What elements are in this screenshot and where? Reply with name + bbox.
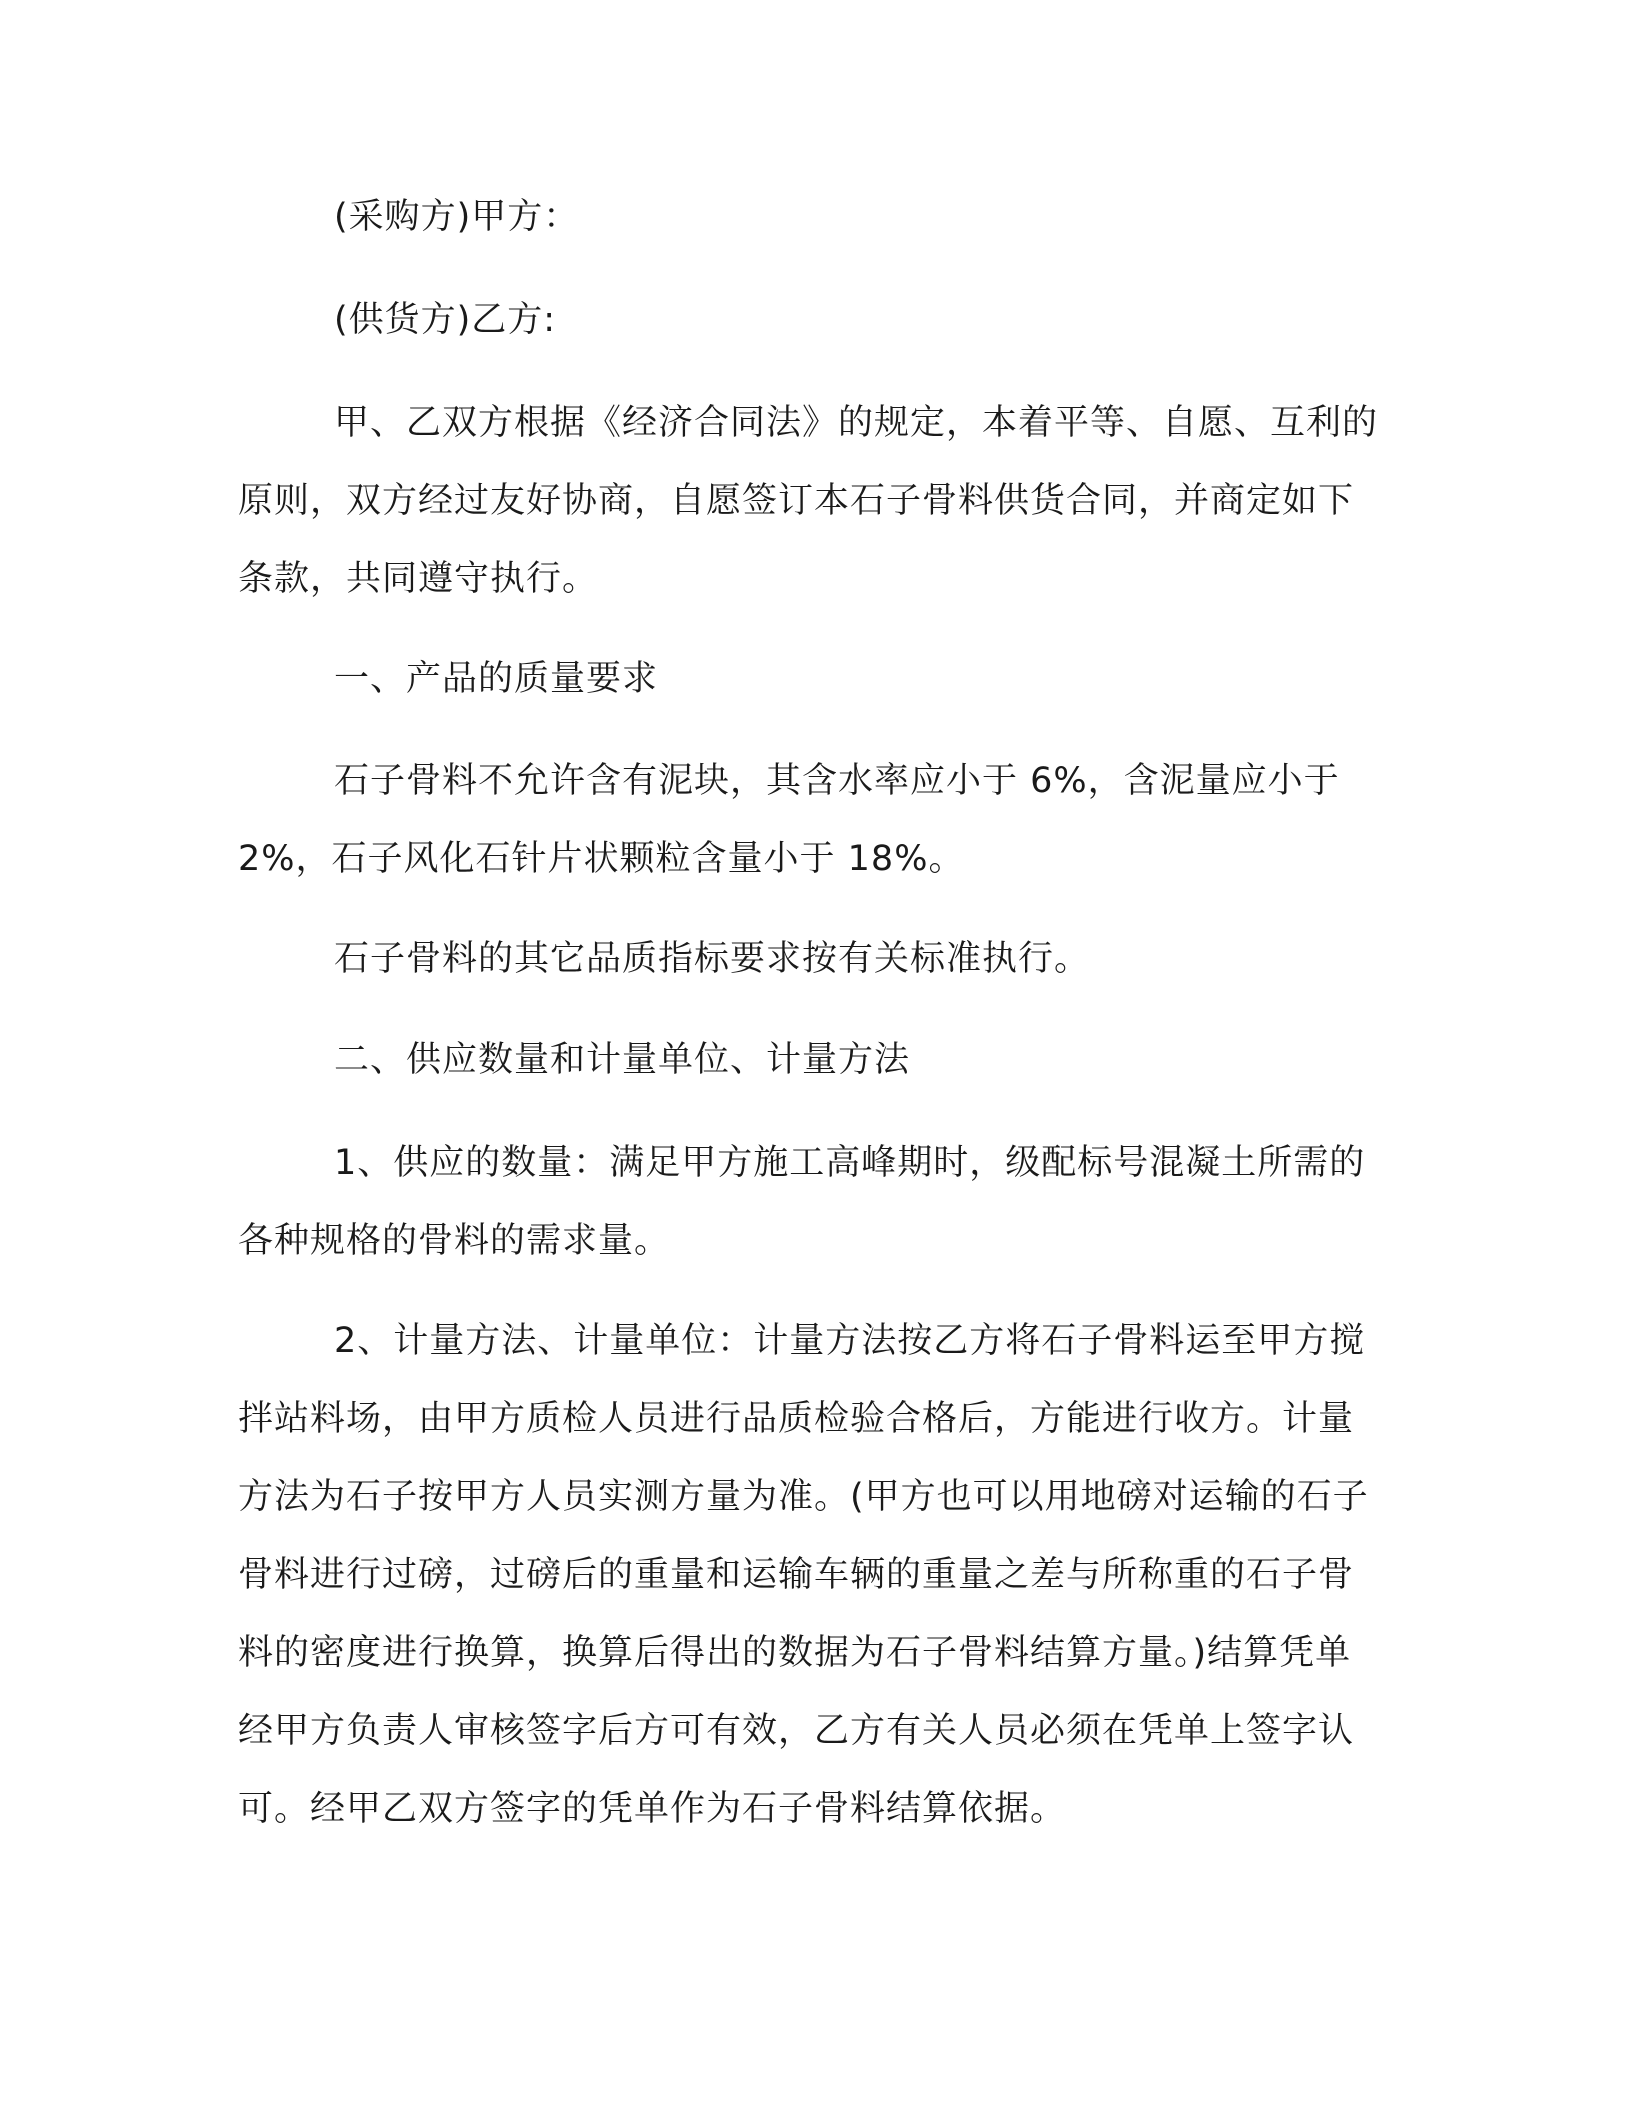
section-2-item-2: 2、计量方法、计量单位：计量方法按乙方将石子骨料运至甲方搅拌站料场，由甲方质检人员进行品质检验合格后，方能进行收方。计量方法为石子按甲方人员实测方量为准。(甲方也可以用地磅对运输的石子骨料进行过磅，过磅后的重量和运输车辆的重量之差与所称重的石子骨料的密度进行换算，换算后得出的数据为石子骨料结算方量。)结算凭单经甲方负责人审核签字后方可有效，乙方有关人员必须在凭单上签字认可。经甲乙双方签字的凭单作为石子骨料结算依据。 [238, 1321, 1369, 1829]
section-1-paragraph-1: 石子骨料不允许含有泥块，其含水率应小于 6%，含泥量应小于 2%，石子风化石针片状颗粒含量小于 18%。 [238, 761, 1340, 879]
party-a-line: (采购方)甲方： [334, 197, 580, 237]
section-1-heading: 一、产品的质量要求 [334, 659, 659, 699]
section-2-heading: 二、供应数量和计量单位、计量方法 [334, 1040, 911, 1080]
section-2-item-1: 1、供应的数量：满足甲方施工高峰期时，级配标号混凝土所需的各种规格的骨料的需求量。 [238, 1143, 1366, 1261]
section-1-paragraph-2: 石子骨料的其它品质指标要求按有关标准执行。 [334, 939, 1091, 979]
party-b-line: (供货方)乙方: [334, 300, 557, 340]
preamble-paragraph: 甲、乙双方根据《经济合同法》的规定，本着平等、自愿、互利的原则，双方经过友好协商，自愿签订本石子骨料供货合同，并商定如下条款，共同遵守执行。 [238, 403, 1379, 599]
